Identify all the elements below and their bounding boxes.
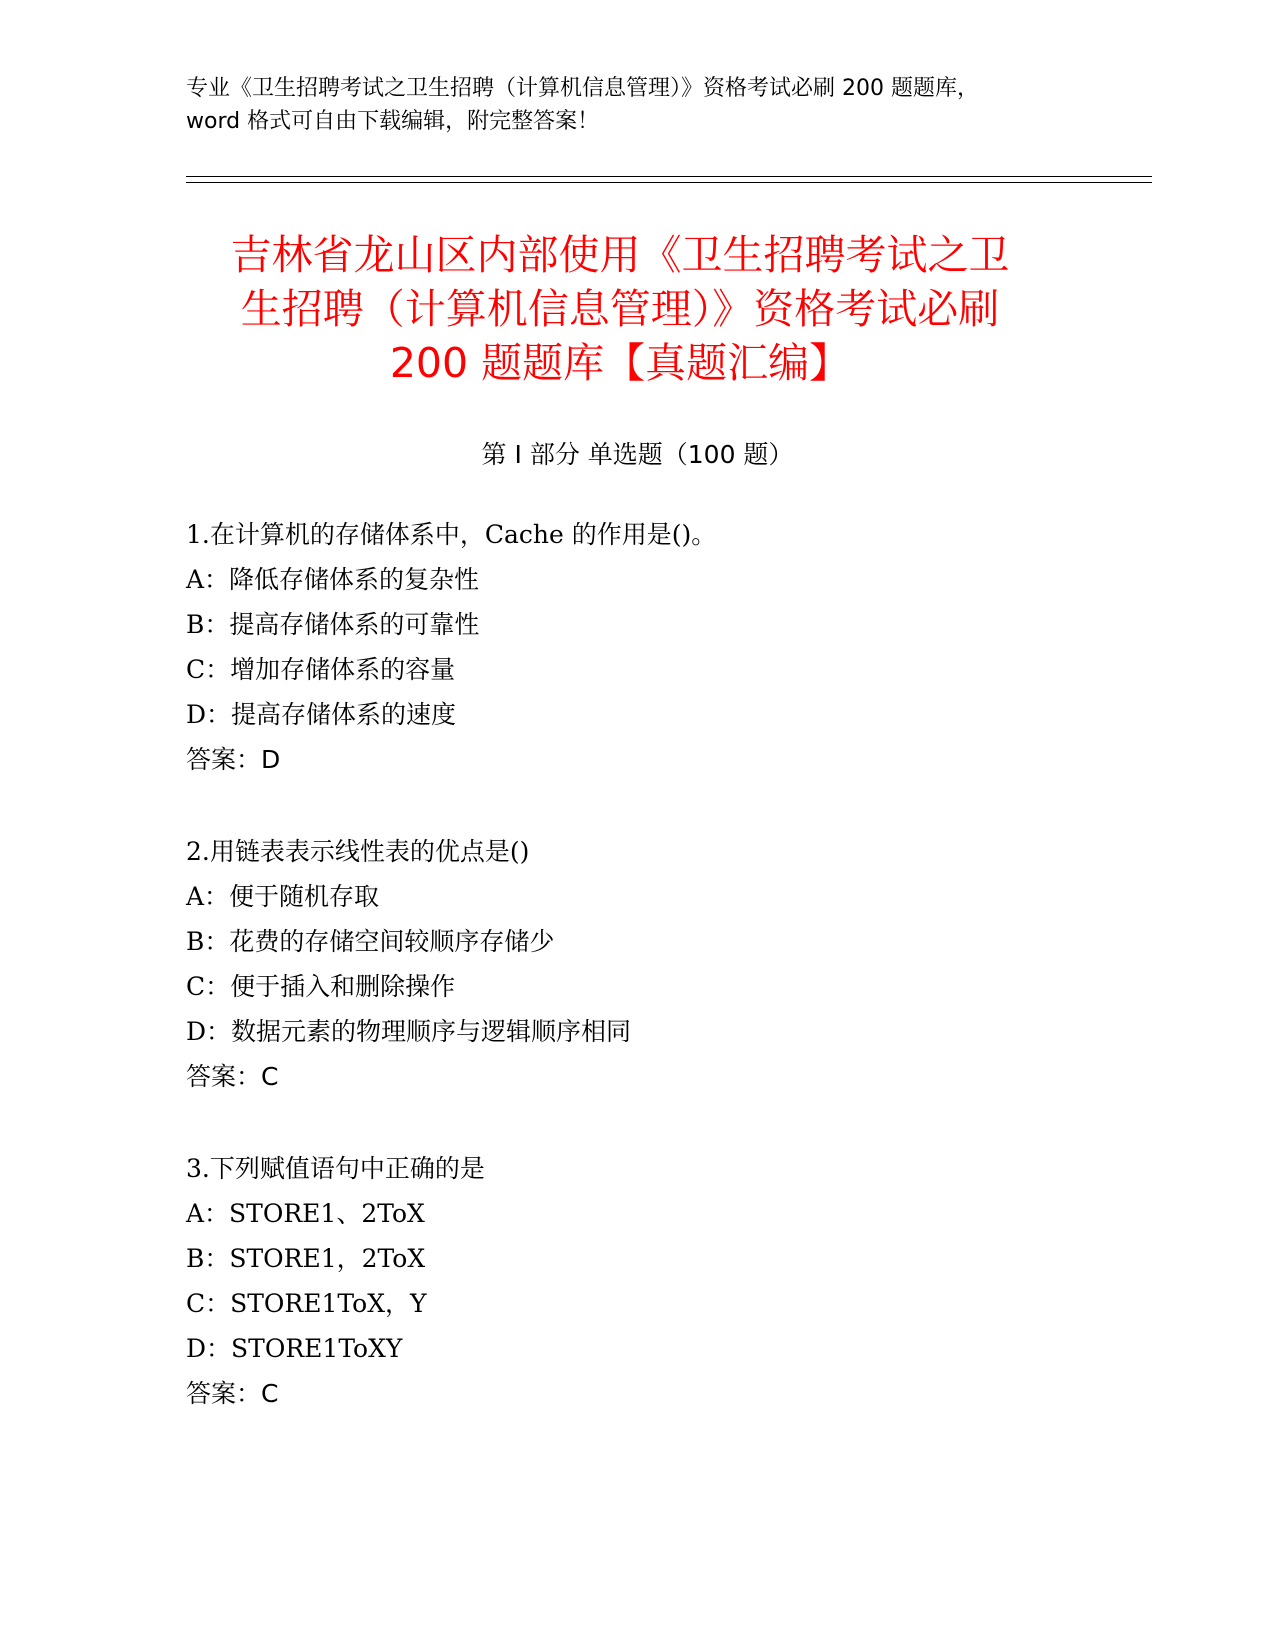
option-c: C：增加存储体系的容量 (186, 655, 456, 684)
header-divider-top (186, 176, 1152, 177)
option-d: D：提高存储体系的速度 (186, 700, 457, 729)
option-b: B：提高存储体系的可靠性 (186, 610, 480, 639)
document-title (160, 228, 1080, 390)
question-2 (186, 829, 1086, 1099)
document-title-line-2: 生招聘（计算机信息管理）》资格考试必刷 (240, 285, 1000, 333)
option-a: A：便于随机存取 (186, 882, 380, 911)
header-note-line-1: 专业《卫生招聘考试之卫生招聘（计算机信息管理）》资格考试必刷 200 题题库， (186, 76, 979, 101)
option-c: C：便于插入和删除操作 (186, 972, 456, 1001)
option-a: A：降低存储体系的复杂性 (186, 565, 480, 594)
option-c: C：STORE1ToX，Y (186, 1289, 427, 1318)
option-a: A：STORE1、2ToX (186, 1199, 425, 1228)
question-1 (186, 512, 1086, 782)
question-stem: 1.在计算机的存储体系中，Cache 的作用是()。 (186, 520, 717, 549)
document-title-line-1: 吉林省龙山区内部使用《卫生招聘考试之卫 (230, 231, 1010, 279)
option-b: B：STORE1，2ToX (186, 1244, 426, 1273)
header-divider-bottom (186, 182, 1152, 183)
section-title: 第 I 部分 单选题（100 题） (481, 440, 794, 469)
answer: 答案：C (186, 1379, 279, 1408)
answer: 答案：D (186, 745, 281, 774)
document-title-line-3: 200 题题库【真题汇编】 (389, 339, 851, 387)
answer: 答案：C (186, 1062, 279, 1091)
option-d: D：STORE1ToXY (186, 1334, 403, 1363)
header-note-line-2: word 格式可自由下载编辑，附完整答案！ (186, 109, 600, 134)
option-b: B：花费的存储空间较顺序存储少 (186, 927, 555, 956)
question-stem: 2.用链表表示线性表的优点是() (186, 837, 530, 866)
question-stem: 3.下列赋值语句中正确的是 (186, 1154, 485, 1183)
question-3 (186, 1146, 1086, 1416)
option-d: D：数据元素的物理顺序与逻辑顺序相同 (186, 1017, 632, 1046)
header-note (186, 72, 1116, 138)
